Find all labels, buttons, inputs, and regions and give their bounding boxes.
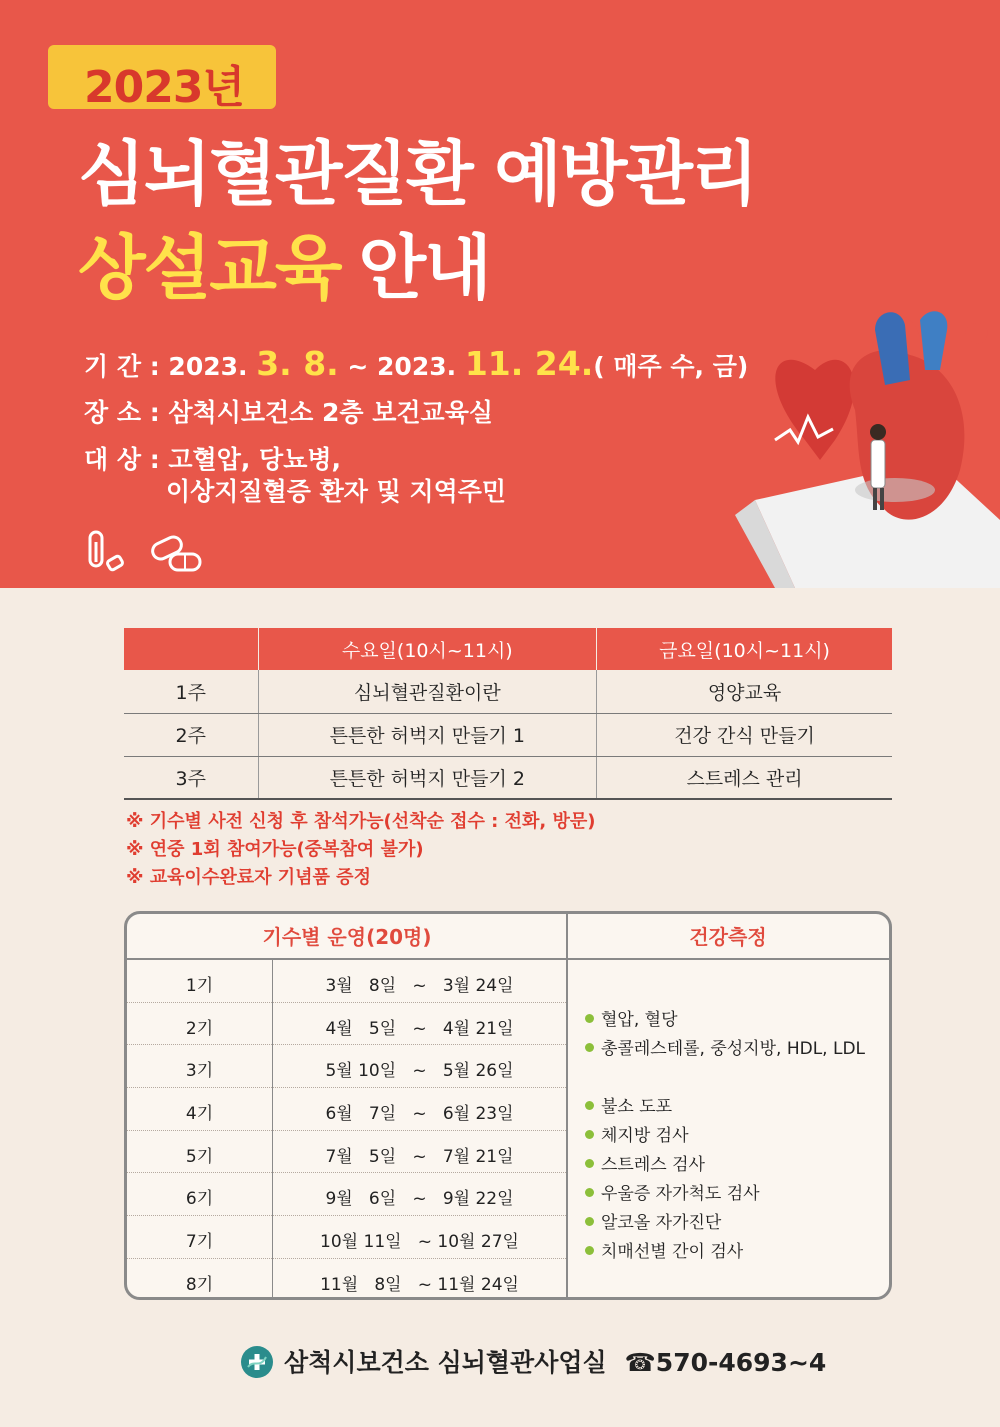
heart-illustration (735, 300, 1000, 588)
list-item: 3기 5월 10일 ~ 5월 26일 (127, 1045, 566, 1088)
wed-cell: 튼튼한 허벅지 만들기 1 (258, 713, 597, 756)
list-item: 7기 10월 11일 ~ 10월 27일 (127, 1216, 566, 1259)
title-line1: 심뇌혈관질환 예방관리 (78, 133, 757, 215)
title-line2 (78, 212, 490, 313)
target-info-line1: 대 상 : 고혈압, 당뇨병, (84, 445, 342, 474)
fri-cell: 스트레스 관리 (597, 756, 892, 799)
list-item: 8기 11월 8일 ~ 11월 24일 (185, 1274, 519, 1295)
measurement-item: 혈압, 혈당 (585, 1005, 678, 1030)
measurement-item: 체지방 검사 (585, 1121, 689, 1146)
fri-cell: 건강 간식 만들기 (597, 713, 892, 756)
schedule-header-fri: 금요일(10시~11시) (597, 628, 892, 670)
list-item: 2기 4월 5일 ~ 4월 21일 (127, 1003, 566, 1046)
measurement-item: 스트레스 검사 (585, 1150, 705, 1175)
measurement-item: 알코올 자가진단 (585, 1208, 721, 1233)
schedule-header-week (124, 628, 258, 670)
note-item: ※ 기수별 사전 신청 후 참석가능(선착순 접수 : 전화, 방문) (126, 811, 596, 832)
week-cell: 1주 (124, 670, 258, 713)
table-row (124, 713, 892, 756)
fri-cell: 영양교육 (597, 670, 892, 713)
cohort-list (127, 960, 566, 1300)
week-cell: 3주 (124, 756, 258, 799)
note-item: ※ 연중 1회 참여가능(중복참여 불가) (126, 839, 424, 860)
notes (126, 808, 596, 892)
pill-icon (148, 534, 204, 574)
year-badge (48, 45, 276, 113)
period-info: 기 간 : 2023. 3. 8. ~ 2023. 11. 24.( 매주 수, 금) (84, 344, 749, 383)
footer (244, 1343, 826, 1379)
list-item: 5기 7월 5일 ~ 7월 21일 (127, 1131, 566, 1174)
title-highlight: 상설교육 (78, 227, 341, 309)
place-info: 장 소 : 삼척시보건소 2층 보건교육실 (84, 398, 494, 427)
year-text: 2023년 (84, 62, 244, 113)
measurement-item: 치매선별 간이 검사 (585, 1237, 743, 1262)
target-info-line2: 이상지질혈증 환자 및 지역주민 (166, 477, 507, 506)
week-cell: 2주 (124, 713, 258, 756)
cohort-measurement-box (124, 911, 892, 1300)
schedule-header-wed: 수요일(10시~11시) (258, 628, 597, 670)
list-item: 1기 3월 8일 ~ 3월 24일 (127, 960, 566, 1003)
list-item: 6기 9월 6일 ~ 9월 22일 (127, 1173, 566, 1216)
list-item: 4기 6월 7일 ~ 6월 23일 (127, 1088, 566, 1131)
wed-cell: 튼튼한 허벅지 만들기 2 (258, 756, 597, 799)
measurement-item: 우울증 자가척도 검사 (585, 1179, 760, 1204)
measurement-item: 불소 도포 (585, 1092, 672, 1117)
wed-cell: 심뇌혈관질환이란 (258, 670, 597, 713)
title-rest: 안내 (358, 227, 490, 309)
measurement-item: 총콜레스테롤, 중성지방, HDL, LDL (585, 1034, 865, 1059)
weekly-schedule-table (124, 628, 892, 800)
cohort-header: 기수별 운영(20명) (262, 925, 432, 949)
column-divider (566, 914, 568, 1300)
note-item: ※ 교육이수완료자 기념품 증정 (126, 867, 371, 888)
table-row (124, 756, 892, 799)
footer-phone: ☎570-4693~4 (624, 1348, 827, 1377)
top-banner (0, 0, 1000, 588)
footer-org: 삼척시보건소 심뇌혈관사업실 (284, 1348, 607, 1377)
measurement-header: 건강측정 (689, 925, 767, 949)
schedule-header-row (124, 628, 892, 670)
table-row (124, 670, 892, 713)
thermometer-icon (82, 528, 128, 574)
